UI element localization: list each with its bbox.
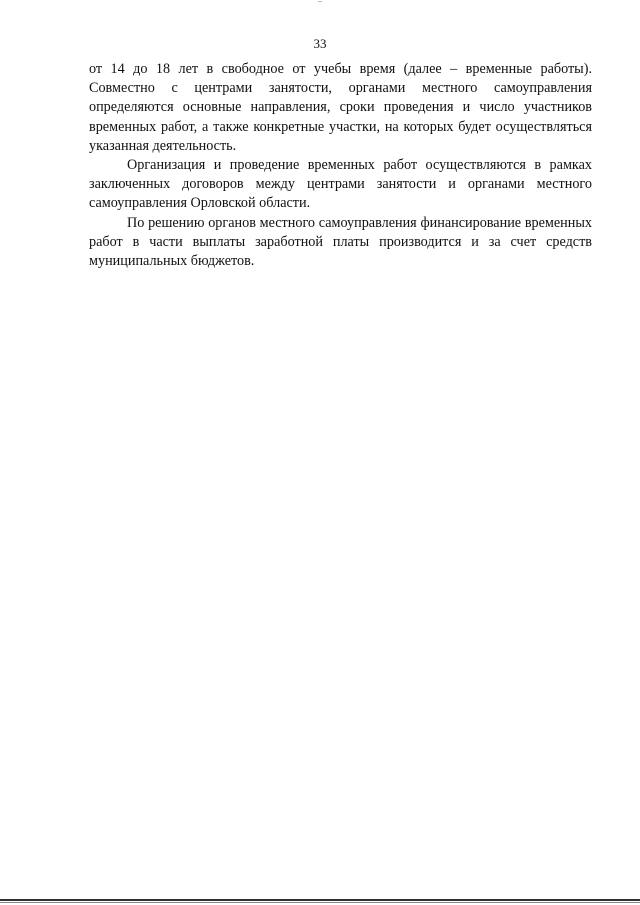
body-text: [89, 60, 592, 271]
page-number: 33: [313, 36, 327, 51]
bottom-border-line: [0, 899, 640, 901]
paragraph-organization: Организация и проведение временных работ осуществляются в рамках заключенных договоров между центрами занятости и органами местного самоуправления Орловской области.: [89, 157, 592, 212]
paragraph-financing: По решению органов местного самоуправления финансирование временных работ в части выплаты заработной платы производится и за счет средств муниципальных бюджетов.: [89, 214, 592, 270]
scan-artifact: [318, 1, 322, 2]
paragraph-continuation: от 14 до 18 лет в свободное от учебы время (далее – временные работы). Совместно с центрами занятости, органами местного самоуправления определяются основные направления, сроки проведения и число участников временных работ, а также конкретные участки, на которых будет осуществляться указанная деятельность.: [89, 61, 592, 154]
